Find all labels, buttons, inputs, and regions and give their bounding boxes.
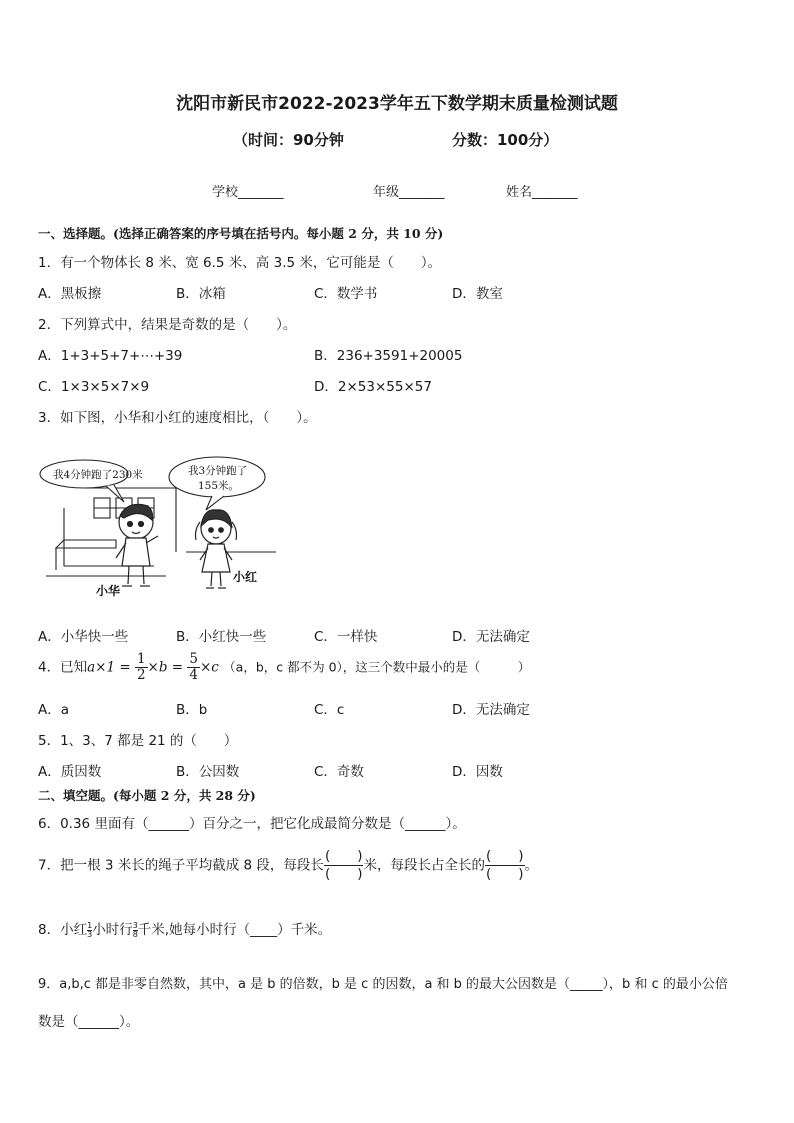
q8-fraction-time: $\frac{1}{3}$: [87, 920, 93, 939]
question-7: [38, 848, 538, 883]
section-heading-fill: 二、填空题。(每小题 2 分，共 28 分): [38, 788, 256, 803]
q4-option-b: B．b: [176, 702, 208, 718]
school-field: 学校_______: [212, 185, 284, 200]
q3-option-a: A．小华快一些: [38, 629, 129, 645]
q5-option-d: D．因数: [452, 764, 503, 780]
q4-fraction-2: $\frac{5}{4}$: [189, 651, 198, 683]
q3-option-d: D．无法确定: [452, 629, 530, 645]
bubble-xiaohong-line2: 155米。: [198, 480, 240, 492]
question-8: [38, 918, 331, 939]
question-5: 5．1、3、7 都是 21 的（ ）: [38, 733, 238, 749]
q1-option-d: D．教室: [452, 286, 503, 302]
bubble-xiaohong-line1: 我3分钟跑了: [188, 465, 248, 477]
q4-fraction-1: $\frac{1}{2}$: [136, 651, 146, 683]
speed-comparison-illustration: [36, 448, 286, 604]
q4-option-d: D．无法确定: [452, 702, 530, 718]
q4-option-a: A．a: [38, 702, 70, 718]
q8-part3: 千米,她每小时行（____）千米。: [137, 922, 332, 938]
question-3: 3．如下图，小华和小红的速度相比，（ ）。: [38, 410, 317, 426]
exam-score: 分数：100分）: [452, 131, 559, 149]
q4-suffix: （a，b，c 都不为 0），这三个数中最小的是（ ）: [223, 659, 531, 675]
q1-option-c: C．数学书: [314, 286, 378, 302]
section-heading-choice: 一、选择题。(选择正确答案的序号填在括号内。每小题 2 分，共 10 分): [38, 226, 444, 241]
q2-option-d: D．2×53×55×57: [314, 379, 432, 395]
q3-option-b: B．小红快一些: [176, 629, 267, 645]
q4-prefix: 4．已知: [38, 659, 88, 676]
q5-option-a: A．质因数: [38, 764, 102, 780]
q2-option-c: C．1×3×5×7×9: [38, 379, 150, 395]
q2-option-a: A．1+3+5+7+⋯+39: [38, 348, 183, 364]
exam-time: （时间：90分钟: [233, 131, 344, 149]
q4-expr-b: ×b =: [147, 659, 184, 676]
q8-part2: 小时行: [92, 922, 133, 938]
q1-option-a: A．黑板擦: [38, 286, 102, 302]
name-field: 姓名_______: [506, 185, 578, 200]
page-title: 沈阳市新民市2022-2023学年五下数学期末质量检测试题: [176, 94, 618, 114]
grade-field: 年级_______: [373, 185, 445, 200]
q5-option-b: B．公因数: [176, 764, 240, 780]
label-xiaohong: 小红: [233, 570, 258, 584]
label-xiaohua: 小华: [96, 584, 121, 598]
question-9-line-2: 数是（______）。: [38, 1014, 140, 1030]
q4-option-c: C．c: [314, 702, 345, 718]
q8-fraction-distance: $\frac{3}{8}$: [132, 920, 138, 939]
q7-answer-fraction-2: ( ) ( ): [485, 848, 524, 882]
q4-expr-a: a×1 =: [87, 659, 131, 676]
question-2: 2．下列算式中，结果是奇数的是（ ）。: [38, 317, 297, 333]
q7-part1: 7．把一根 3 米长的绳子平均截成 8 段，每段长: [38, 857, 324, 874]
question-6: 6．0.36 里面有（______）百分之一，把它化成最简分数是（______）。: [38, 816, 466, 832]
q3-option-c: C．一样快: [314, 629, 378, 645]
question-1: 1．有一个物体长 8 米、宽 6.5 米、高 3.5 米，它可能是（ ）。: [38, 255, 442, 271]
q8-part1: 8．小红: [38, 922, 88, 938]
q7-part2: 米，每段长占全长的: [363, 857, 485, 874]
q4-expr-c: ×c: [200, 659, 219, 676]
q7-answer-fraction-1: ( ) ( ): [324, 848, 363, 882]
question-9-line-1: 9．a,b,c 都是非零自然数，其中，a 是 b 的倍数，b 是 c 的因数，a 和 b 的最大公因数是（_____），b 和 c 的最小公倍: [38, 977, 728, 992]
q5-option-c: C．奇数: [314, 764, 364, 780]
q2-option-b: B．236+3591+20005: [314, 348, 463, 364]
question-4: [38, 652, 530, 683]
q1-option-b: B．冰箱: [176, 286, 226, 302]
bubble-xiaohua: 我4分钟跑了230米: [53, 469, 143, 481]
q7-part3: 。: [524, 857, 539, 874]
